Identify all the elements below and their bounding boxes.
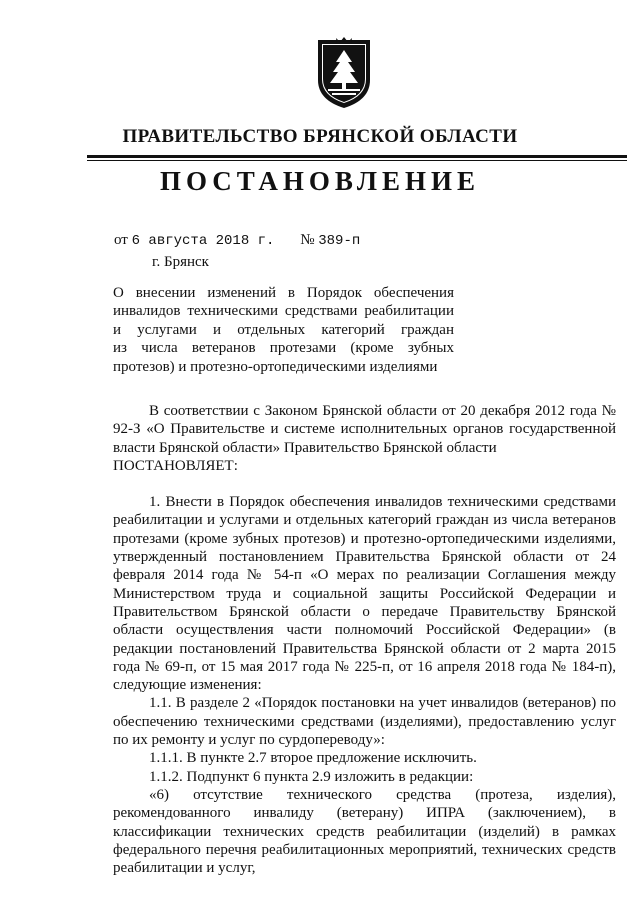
- resolves-word: ПОСТАНОВЛЯЕТ:: [113, 457, 238, 474]
- item-1-paragraph: 1. Внести в Порядок обеспечения инвалидов техническими средствами реабилитации и услугами и отдельных категорий граждан из числа ветеранов протезами (кроме зубных протезов) и протезно-ортопедическими изделиями, утвержденный постановлением Правительства Брянской области от 24 февраля 2014 года № 54-п «О мерах по реализации Соглашения между Министерством труда и социальной защиты Российской Федерации и Правительством Брянской области о передаче Правительству Брянской области осуществления части полномочий Российской Федерации» (в редакции постановлений Правительства Брянской области от 2 марта 2015 года № 69-п, от 15 мая 2017 года № 225-п, от 16 апреля 2018 года № 184-п), следующие изменения:: [113, 494, 616, 694]
- document-date: 6 августа 2018 г.: [131, 233, 275, 249]
- organization-title: ПРАВИТЕЛЬСТВО БРЯНСКОЙ ОБЛАСТИ: [122, 126, 518, 147]
- item-1-1-paragraph: 1.1. В разделе 2 «Порядок постановки на учет инвалидов (ветеранов) по обеспечению техническими средствами (изделиями), предоставлению услуг по их ремонту и услуг по сурдопереводу»:: [113, 695, 616, 749]
- document-type-title: ПОСТАНОВЛЕНИЕ: [159, 166, 481, 196]
- date-prefix: от: [114, 232, 128, 248]
- subject-line: и услугами и отдельных категорий граждан: [113, 321, 454, 338]
- number-sign: №: [300, 232, 315, 248]
- header-divider-thin: [87, 160, 627, 161]
- subject-line: инвалидов техническими средствами реабилитации: [113, 303, 454, 320]
- preamble-paragraph: В соответствии с Законом Брянской области от 20 декабря 2012 года № 92-З «О Правительстве и системе исполнительных органов государственной власти Брянской области» Правительство Брянской области: [113, 403, 616, 456]
- header-divider-thick: [87, 155, 627, 158]
- document-subject: [113, 284, 454, 376]
- item-1-1-1-paragraph: 1.1.1. В пункте 2.7 второе предложение исключить.: [149, 750, 477, 767]
- quoted-subitem-paragraph: «6) отсутствие технического средства (протеза, изделия), рекомендованного инвалиду (ветерану) ИПРА (заключением), в классификации технических средств реабилитации (изделий) в рамках федерального перечня реабилитационных мероприятий, технических средств реабилитации и услуг,: [113, 786, 616, 877]
- document-number: 389-п: [318, 233, 361, 249]
- subject-line: из числа ветеранов протезами (кроме зубных: [113, 340, 454, 357]
- document-city: г. Брянск: [152, 254, 209, 270]
- subject-line: протезов) и протезно-ортопедическими изделиями: [113, 358, 438, 375]
- date-number-line: [114, 232, 360, 249]
- item-1-1-2-paragraph: 1.1.2. Подпункт 6 пункта 2.9 изложить в редакции:: [149, 768, 474, 785]
- bryansk-coat-of-arms-icon: [314, 36, 374, 110]
- document-body: [113, 402, 616, 877]
- subject-line: О внесении изменений в Порядок обеспечения: [113, 285, 454, 301]
